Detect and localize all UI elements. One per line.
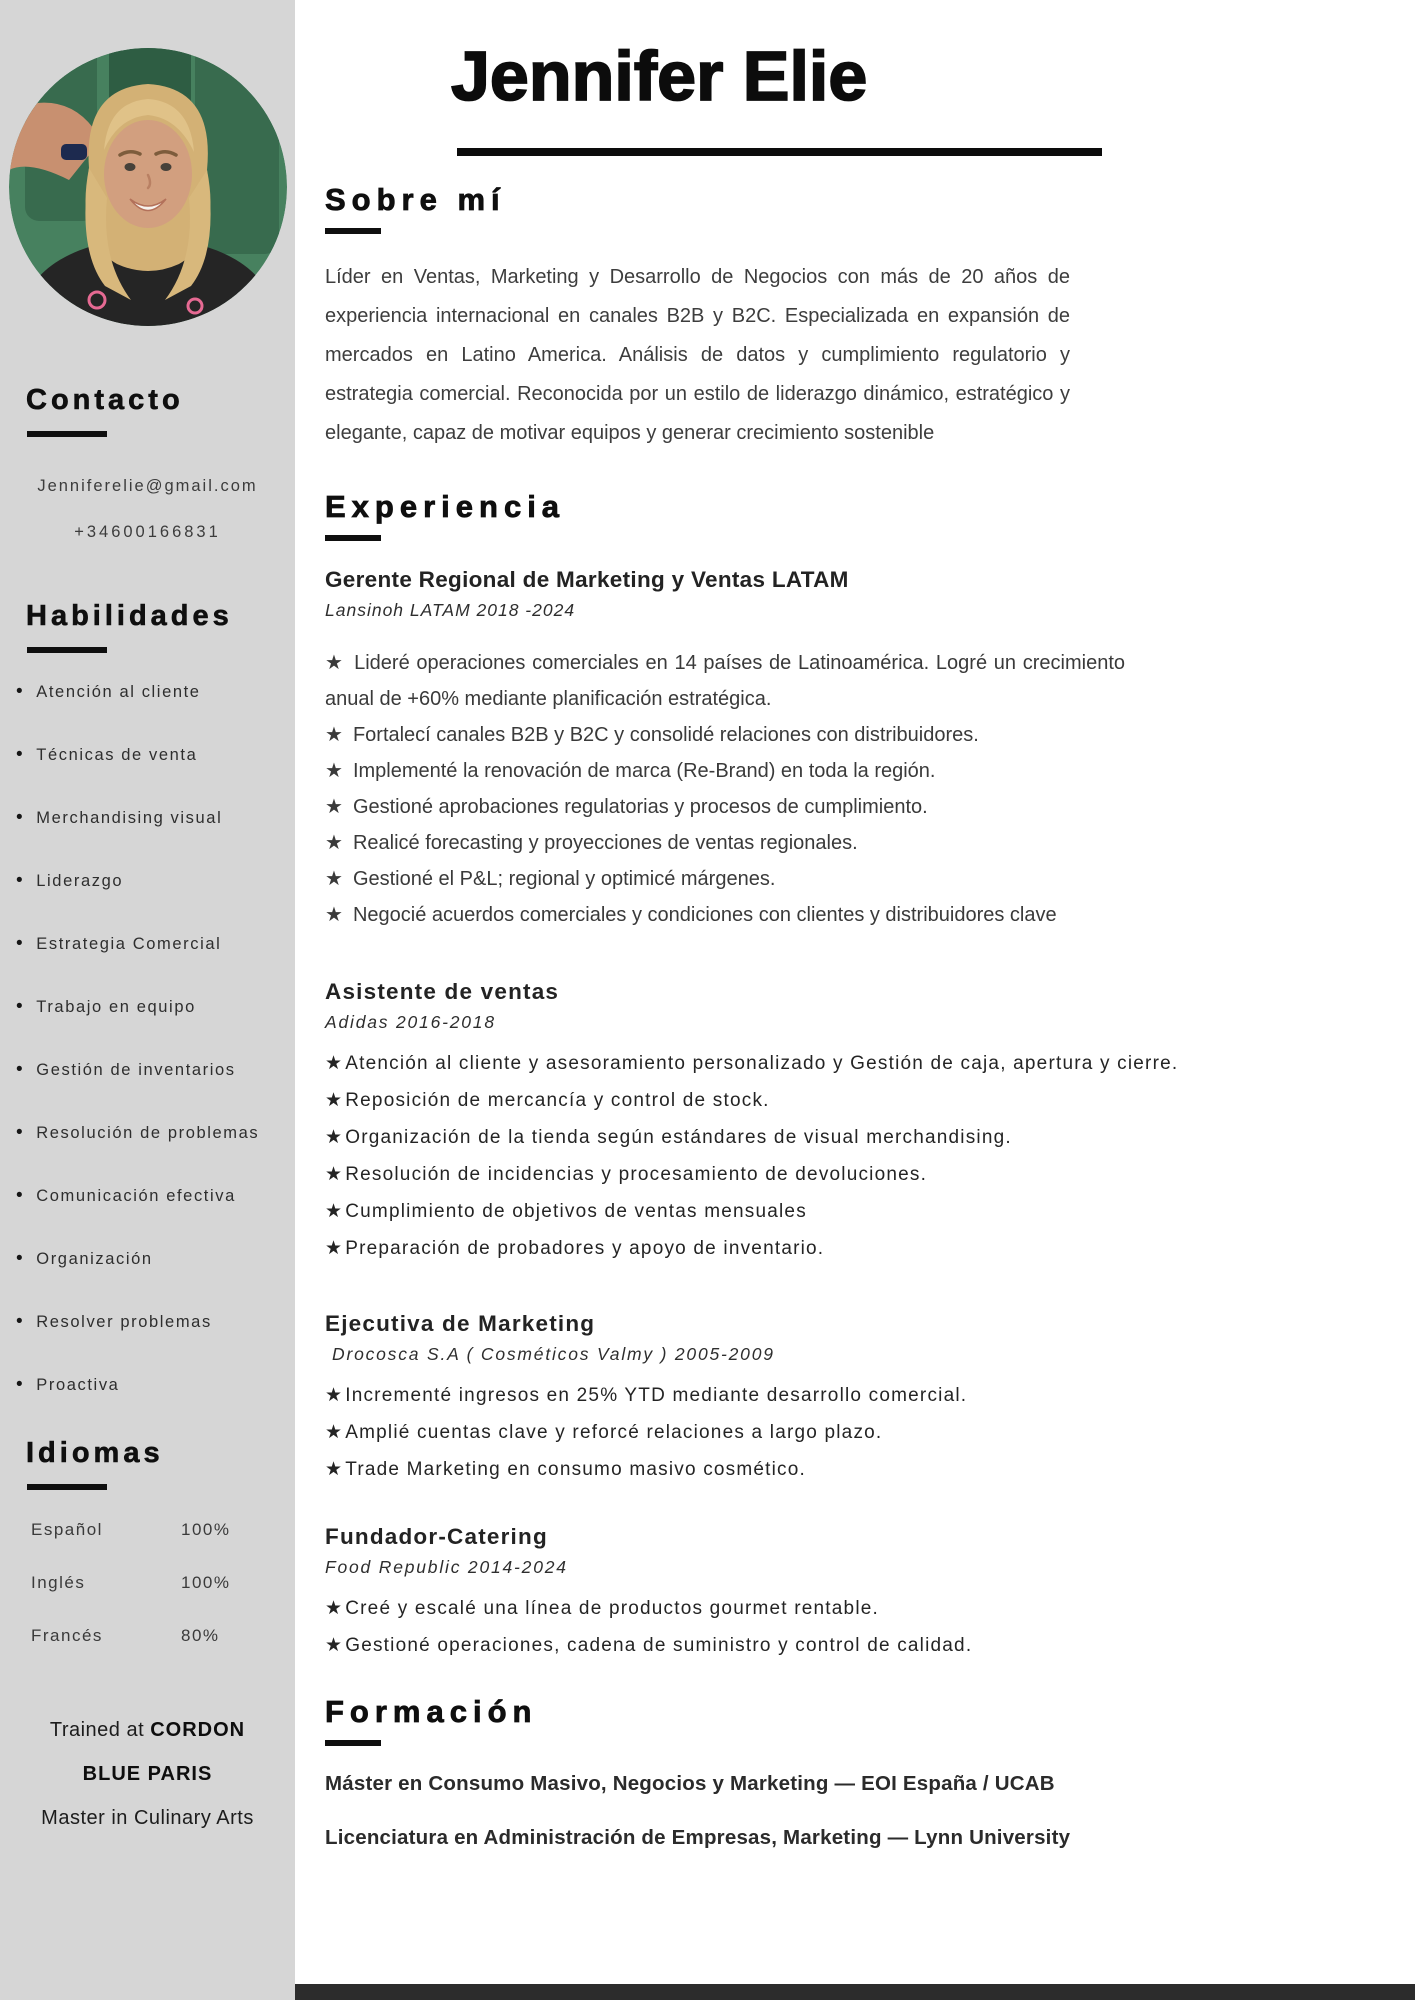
job-title: Asistente de ventas bbox=[325, 978, 560, 1004]
about-text: Líder en Ventas, Marketing y Desarrollo de Negocios con más de 20 años de experiencia internacional en canales B2B y B2C. Especializada en expansión de mercados en Latino America. Análisis de datos y cumplimiento regulatorio y estrategia comercial. Reconocida por un estilo de liderazgo dinámico, estratégico y elegante, capaz de motivar equipos y generar crecimiento sostenible bbox=[325, 265, 1070, 444]
skill-label: Proactiva bbox=[36, 1376, 120, 1394]
skill-label: Gestión de inventarios bbox=[36, 1061, 236, 1079]
star-icon: ★ bbox=[325, 1126, 344, 1148]
skill-label: Resolver problemas bbox=[36, 1313, 212, 1331]
bullet-text: Cumplimiento de objetivos de ventas mensuales bbox=[345, 1200, 807, 1222]
star-icon: ★ bbox=[325, 1052, 344, 1074]
job-bullet bbox=[325, 1156, 1205, 1193]
name-underline bbox=[457, 148, 1102, 156]
bullet-text: Resolución de incidencias y procesamiento de devoluciones. bbox=[345, 1163, 928, 1185]
language-name: Francés bbox=[31, 1626, 103, 1645]
skill-item bbox=[16, 744, 295, 766]
skill-label: Estrategia Comercial bbox=[36, 935, 222, 953]
experience-heading: Experiencia bbox=[325, 488, 566, 524]
bullet-dot-icon: • bbox=[16, 1185, 25, 1206]
skills-list bbox=[16, 681, 295, 1396]
skill-label: Resolución de problemas bbox=[36, 1124, 260, 1142]
skill-item bbox=[16, 1122, 295, 1144]
bullet-text: Preparación de probadores y apoyo de inventario. bbox=[345, 1237, 825, 1259]
language-name: Inglés bbox=[31, 1573, 86, 1592]
job-title: Ejecutiva de Marketing bbox=[325, 1310, 596, 1336]
star-icon: ★ bbox=[325, 1237, 344, 1259]
job-bullet bbox=[325, 1230, 1205, 1267]
skill-item bbox=[16, 1248, 295, 1270]
bullet-text: Reposición de mercancía y control de stock. bbox=[345, 1089, 770, 1111]
job-bullet bbox=[325, 861, 1125, 897]
skill-item bbox=[16, 1059, 295, 1081]
job-company: Food Republic 2014-2024 bbox=[325, 1556, 568, 1577]
education-heading: Formación bbox=[325, 1693, 538, 1729]
language-level: 100% bbox=[181, 1573, 231, 1592]
job-bullets bbox=[325, 1045, 1205, 1267]
job-title: Fundador-Catering bbox=[325, 1523, 548, 1549]
star-icon: ★ bbox=[325, 723, 343, 746]
bullet-dot-icon: • bbox=[16, 1311, 25, 1332]
language-row bbox=[31, 1626, 295, 1646]
skill-label: Liderazgo bbox=[36, 872, 124, 890]
training-detail: Master in Culinary Arts bbox=[41, 1807, 254, 1829]
job-bullet bbox=[325, 825, 1125, 861]
education-list bbox=[325, 1772, 1415, 1850]
job-bullet bbox=[325, 717, 1125, 753]
star-icon: ★ bbox=[325, 867, 343, 890]
bullet-dot-icon: • bbox=[16, 744, 25, 765]
job-bullet bbox=[325, 1045, 1205, 1082]
bullet-text: Gestioné operaciones, cadena de suministro y control de calidad. bbox=[345, 1634, 973, 1656]
contact-section bbox=[0, 384, 295, 542]
star-icon: ★ bbox=[325, 831, 343, 854]
job-bullet bbox=[325, 753, 1125, 789]
star-icon: ★ bbox=[325, 1089, 344, 1111]
skills-section bbox=[0, 600, 295, 1396]
footer-bar bbox=[295, 1984, 1415, 2000]
heading-underline bbox=[27, 647, 107, 653]
bullet-text: Lideré operaciones comerciales en 14 países de Latinoamérica. Logré un crecimiento anual de +60% mediante planificación estratégica. bbox=[325, 651, 1125, 710]
skill-label: Merchandising visual bbox=[36, 809, 223, 827]
job-entry bbox=[325, 1524, 1415, 1664]
main-content bbox=[295, 0, 1415, 2000]
bullet-text: Atención al cliente y asesoramiento personalizado y Gestión de caja, apertura y cierre. bbox=[345, 1052, 1179, 1074]
languages-heading: Idiomas bbox=[26, 1437, 164, 1469]
star-icon: ★ bbox=[325, 759, 343, 782]
training-note bbox=[18, 1708, 277, 1840]
star-icon: ★ bbox=[325, 1597, 344, 1619]
page-title: Jennifer Elie bbox=[451, 37, 868, 115]
job-bullet bbox=[325, 789, 1125, 825]
skill-item bbox=[16, 1374, 295, 1396]
bullet-dot-icon: • bbox=[16, 1374, 25, 1395]
star-icon: ★ bbox=[325, 795, 343, 818]
bullet-dot-icon: • bbox=[16, 1059, 25, 1080]
bullet-text: Creé y escalé una línea de productos gourmet rentable. bbox=[345, 1597, 879, 1619]
job-bullet bbox=[325, 645, 1125, 717]
sidebar bbox=[0, 0, 295, 2000]
education-item: Licenciatura en Administración de Empresas, Marketing — Lynn University bbox=[325, 1825, 1071, 1849]
skill-label: Técnicas de venta bbox=[36, 746, 198, 764]
bullet-dot-icon: • bbox=[16, 933, 25, 954]
job-bullets bbox=[325, 645, 1125, 933]
heading-underline bbox=[325, 228, 381, 234]
contact-phone: +34600166831 bbox=[74, 523, 221, 541]
job-bullet bbox=[325, 897, 1125, 933]
language-level: 100% bbox=[181, 1520, 231, 1539]
bullet-text: Gestioné el P&L; regional y optimicé márgenes. bbox=[352, 867, 776, 890]
heading-underline bbox=[325, 535, 381, 541]
training-school: CORDON BLUE PARIS bbox=[82, 1719, 246, 1785]
skill-item bbox=[16, 870, 295, 892]
job-bullet bbox=[325, 1193, 1205, 1230]
job-bullet bbox=[325, 1082, 1205, 1119]
bullet-text: Amplié cuentas clave y reforcé relaciones a largo plazo. bbox=[345, 1421, 883, 1443]
bullet-text: Incrementé ingresos en 25% YTD mediante desarrollo comercial. bbox=[345, 1384, 968, 1406]
languages-list bbox=[0, 1520, 295, 1646]
job-bullet bbox=[325, 1119, 1205, 1156]
star-icon: ★ bbox=[325, 903, 343, 926]
training-prefix: Trained at bbox=[49, 1719, 151, 1741]
heading-underline bbox=[27, 431, 107, 437]
bullet-text: Gestioné aprobaciones regulatorias y procesos de cumplimiento. bbox=[352, 795, 928, 818]
job-bullet bbox=[325, 1377, 1205, 1414]
job-entry bbox=[325, 567, 1415, 933]
bullet-dot-icon: • bbox=[16, 870, 25, 891]
language-row bbox=[31, 1520, 295, 1540]
language-name: Español bbox=[31, 1520, 103, 1539]
job-bullets bbox=[325, 1590, 1205, 1664]
skill-item bbox=[16, 1185, 295, 1207]
job-company: Lansinoh LATAM 2018 -2024 bbox=[325, 599, 576, 620]
skill-item bbox=[16, 1311, 295, 1333]
job-bullet bbox=[325, 1414, 1205, 1451]
profile-photo-image bbox=[9, 48, 287, 326]
languages-section bbox=[0, 1437, 295, 1646]
skill-label: Trabajo en equipo bbox=[36, 998, 196, 1016]
job-company: Drocosca S.A ( Cosméticos Valmy ) 2005-2009 bbox=[332, 1343, 775, 1364]
skill-label: Comunicación efectiva bbox=[36, 1187, 236, 1205]
bullet-dot-icon: • bbox=[16, 1248, 25, 1269]
bullet-text: Fortalecí canales B2B y B2C y consolidé relaciones con distribuidores. bbox=[352, 723, 979, 746]
skill-item bbox=[16, 681, 295, 703]
bullet-text: Organización de la tienda según estándares de visual merchandising. bbox=[345, 1126, 1012, 1148]
heading-underline bbox=[325, 1740, 381, 1746]
bullet-text: Negocié acuerdos comerciales y condiciones con clientes y distribuidores clave bbox=[352, 903, 1057, 926]
bullet-dot-icon: • bbox=[16, 681, 25, 702]
bullet-text: Implementé la renovación de marca (Re-Brand) en toda la región. bbox=[352, 759, 936, 782]
experience-section bbox=[325, 489, 1415, 1664]
job-title: Gerente Regional de Marketing y Ventas LATAM bbox=[325, 566, 849, 592]
star-icon: ★ bbox=[325, 1458, 344, 1480]
job-entry bbox=[325, 979, 1415, 1267]
job-company: Adidas 2016-2018 bbox=[325, 1011, 496, 1032]
language-level: 80% bbox=[181, 1626, 220, 1645]
bullet-text: Realicé forecasting y proyecciones de ventas regionales. bbox=[352, 831, 858, 854]
about-section bbox=[325, 182, 1415, 453]
profile-photo bbox=[9, 48, 287, 326]
job-bullet bbox=[325, 1590, 1205, 1627]
skill-label: Organización bbox=[36, 1250, 153, 1268]
star-icon: ★ bbox=[325, 1384, 344, 1406]
star-icon: ★ bbox=[325, 1634, 344, 1656]
skill-item bbox=[16, 807, 295, 829]
bullet-dot-icon: • bbox=[16, 807, 25, 828]
heading-underline bbox=[27, 1484, 107, 1490]
star-icon: ★ bbox=[325, 1163, 344, 1185]
job-bullets bbox=[325, 1377, 1205, 1488]
star-icon: ★ bbox=[325, 1200, 344, 1222]
job-bullet bbox=[325, 1627, 1205, 1664]
about-heading: Sobre mí bbox=[325, 181, 506, 217]
contact-email: Jenniferelie@gmail.com bbox=[37, 477, 258, 495]
skill-item bbox=[16, 933, 295, 955]
bullet-text: Trade Marketing en consumo masivo cosmético. bbox=[345, 1458, 806, 1480]
bullet-dot-icon: • bbox=[16, 996, 25, 1017]
skills-heading: Habilidades bbox=[26, 600, 233, 632]
skill-label: Atención al cliente bbox=[36, 683, 201, 701]
language-row bbox=[31, 1573, 295, 1593]
star-icon: ★ bbox=[325, 1421, 344, 1443]
job-entry bbox=[325, 1311, 1415, 1488]
job-bullet bbox=[325, 1451, 1205, 1488]
education-section bbox=[325, 1694, 1415, 1850]
skill-item bbox=[16, 996, 295, 1018]
bullet-dot-icon: • bbox=[16, 1122, 25, 1143]
star-icon: ★ bbox=[325, 651, 345, 674]
education-item: Máster en Consumo Masivo, Negocios y Marketing — EOI España / UCAB bbox=[325, 1771, 1055, 1795]
contact-heading: Contacto bbox=[26, 384, 184, 416]
